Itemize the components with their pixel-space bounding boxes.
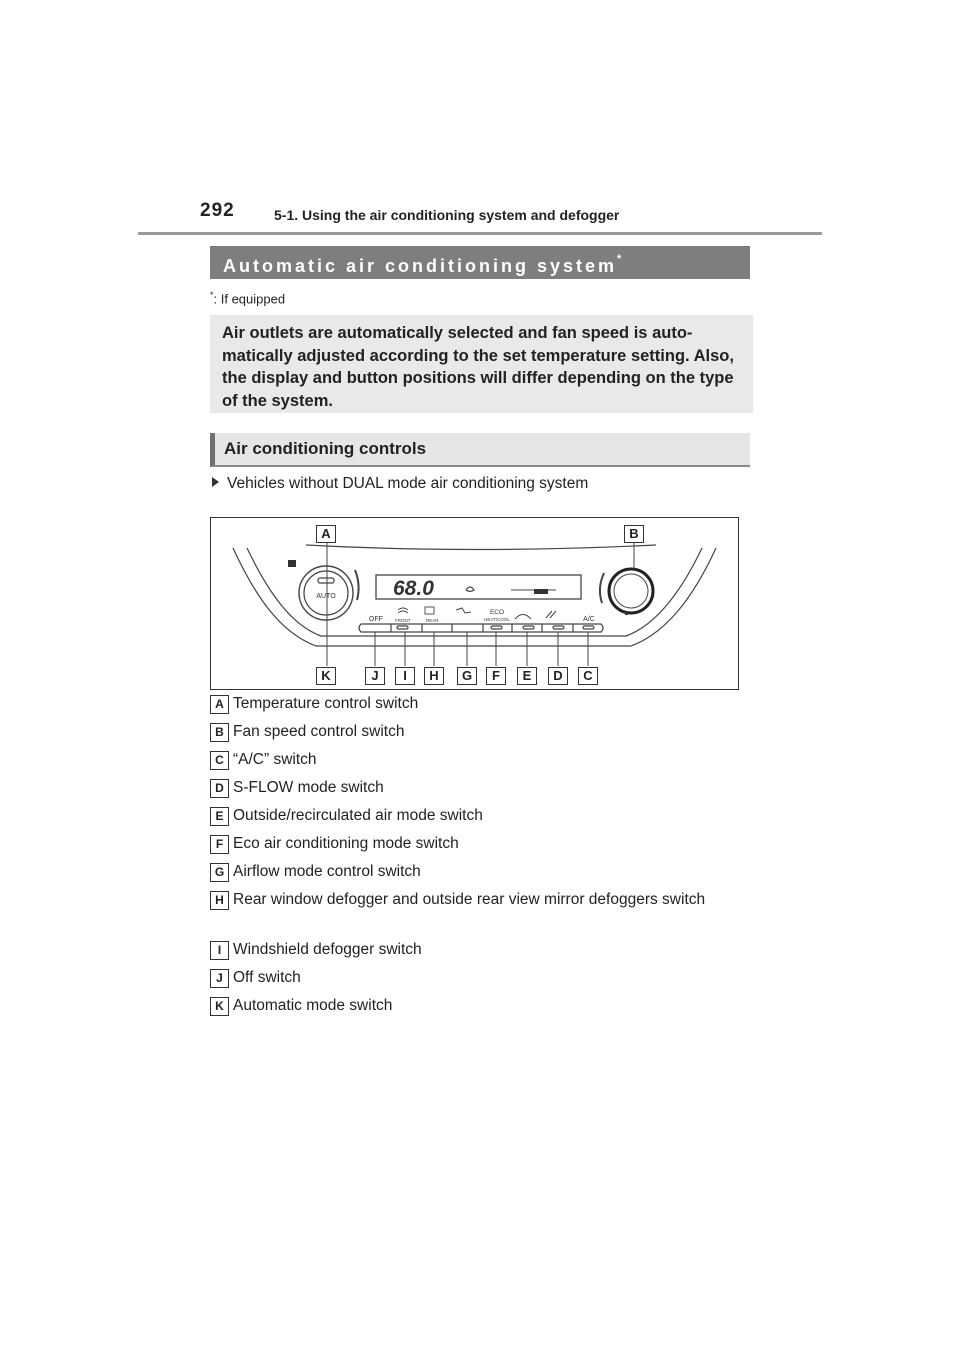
temp-dial-button [318, 578, 334, 583]
figure-label-e: E [517, 667, 537, 685]
figure-label-f: F [486, 667, 506, 685]
legend-key: B [210, 723, 229, 742]
legend-key: I [210, 941, 229, 960]
panel-top-edge [306, 545, 656, 550]
subheading: Air conditioning controls [210, 433, 750, 467]
figure-label-d: D [548, 667, 568, 685]
legend-key: D [210, 779, 229, 798]
legend-text: Fan speed control switch [233, 723, 405, 740]
auto-label: AUTO [316, 593, 336, 600]
legend-text: Eco air conditioning mode switch [233, 835, 459, 852]
front-label: FRONT [395, 618, 411, 623]
triangle-bullet-icon [212, 477, 219, 487]
figure-label-a: A [316, 525, 336, 543]
legend-text: Off switch [233, 969, 301, 986]
figure-label-h: H [424, 667, 444, 685]
header-rule [138, 232, 822, 235]
fan-dial-outer [609, 569, 653, 613]
figure-label-i: I [395, 667, 415, 685]
legend-key: A [210, 695, 229, 714]
ac-label: A/C [583, 616, 595, 623]
figure-label-k: K [316, 667, 336, 685]
legend-text: Rear window defogger and outside rear view mirror defoggers switch [233, 891, 706, 908]
footnote [210, 290, 285, 306]
figure-label-g: G [457, 667, 477, 685]
right-bracket [600, 573, 604, 603]
rear-defog-icon [425, 607, 434, 614]
section-title: 5-1. Using the air conditioning system and defogger [274, 207, 620, 223]
legend-key: E [210, 807, 229, 826]
buttons-row [359, 624, 603, 632]
rear-label: REAR [426, 618, 439, 623]
banner-marker: * [617, 253, 622, 265]
fan-level-bars [534, 589, 548, 594]
footnote-marker: * [210, 290, 214, 300]
legend-text: Windshield defogger switch [233, 941, 422, 958]
legend-text: Outside/recirculated air mode switch [233, 807, 483, 824]
legend-key: C [210, 751, 229, 770]
airflow-icon [456, 608, 471, 613]
legend-key: F [210, 835, 229, 854]
figure-label-b: B [624, 525, 644, 543]
eco-label: ECO [489, 609, 505, 616]
heat-cool-label: HEAT/COOL [484, 617, 510, 622]
page-header [200, 200, 760, 230]
legend-text: Airflow mode control switch [233, 863, 421, 880]
page-number: 292 [200, 200, 235, 221]
legend-text: “A/C” switch [233, 751, 317, 768]
section-banner [210, 246, 750, 279]
legend-text: Automatic mode switch [233, 997, 393, 1014]
left-bracket [355, 570, 359, 600]
footnote-text: : If equipped [213, 291, 286, 307]
figure-label-j: J [365, 667, 385, 685]
legend-text: S-FLOW mode switch [233, 779, 384, 796]
fan-airflow-display-icon [466, 587, 474, 592]
control-panel-figure [210, 517, 739, 690]
legend-text: Temperature control switch [233, 695, 419, 712]
variant-line [212, 475, 588, 493]
legend-key: K [210, 997, 229, 1016]
sflow-icon [546, 611, 556, 618]
off-label: OFF [369, 616, 383, 623]
banner-title: Automatic air conditioning system [223, 256, 618, 276]
lock-icon [288, 560, 296, 567]
summary-box: Air outlets are automatically selected and fan speed is auto-matically adjusted according to the set temperature setting. Also, the display and button positions will differ depending on the type of the system. [210, 315, 753, 413]
variant-text: Vehicles without DUAL mode air conditioning system [227, 475, 589, 492]
display-temp: 68.0 [393, 577, 434, 600]
fan-dial-inner [614, 574, 648, 608]
figure-label-c: C [578, 667, 598, 685]
panel-outer-edge [233, 548, 716, 646]
legend-key: H [210, 891, 229, 910]
control-panel-drawing [211, 518, 740, 691]
legend-key: G [210, 863, 229, 882]
recirc-icon [515, 615, 531, 620]
front-defog-icon [398, 608, 408, 613]
legend-key: J [210, 969, 229, 988]
